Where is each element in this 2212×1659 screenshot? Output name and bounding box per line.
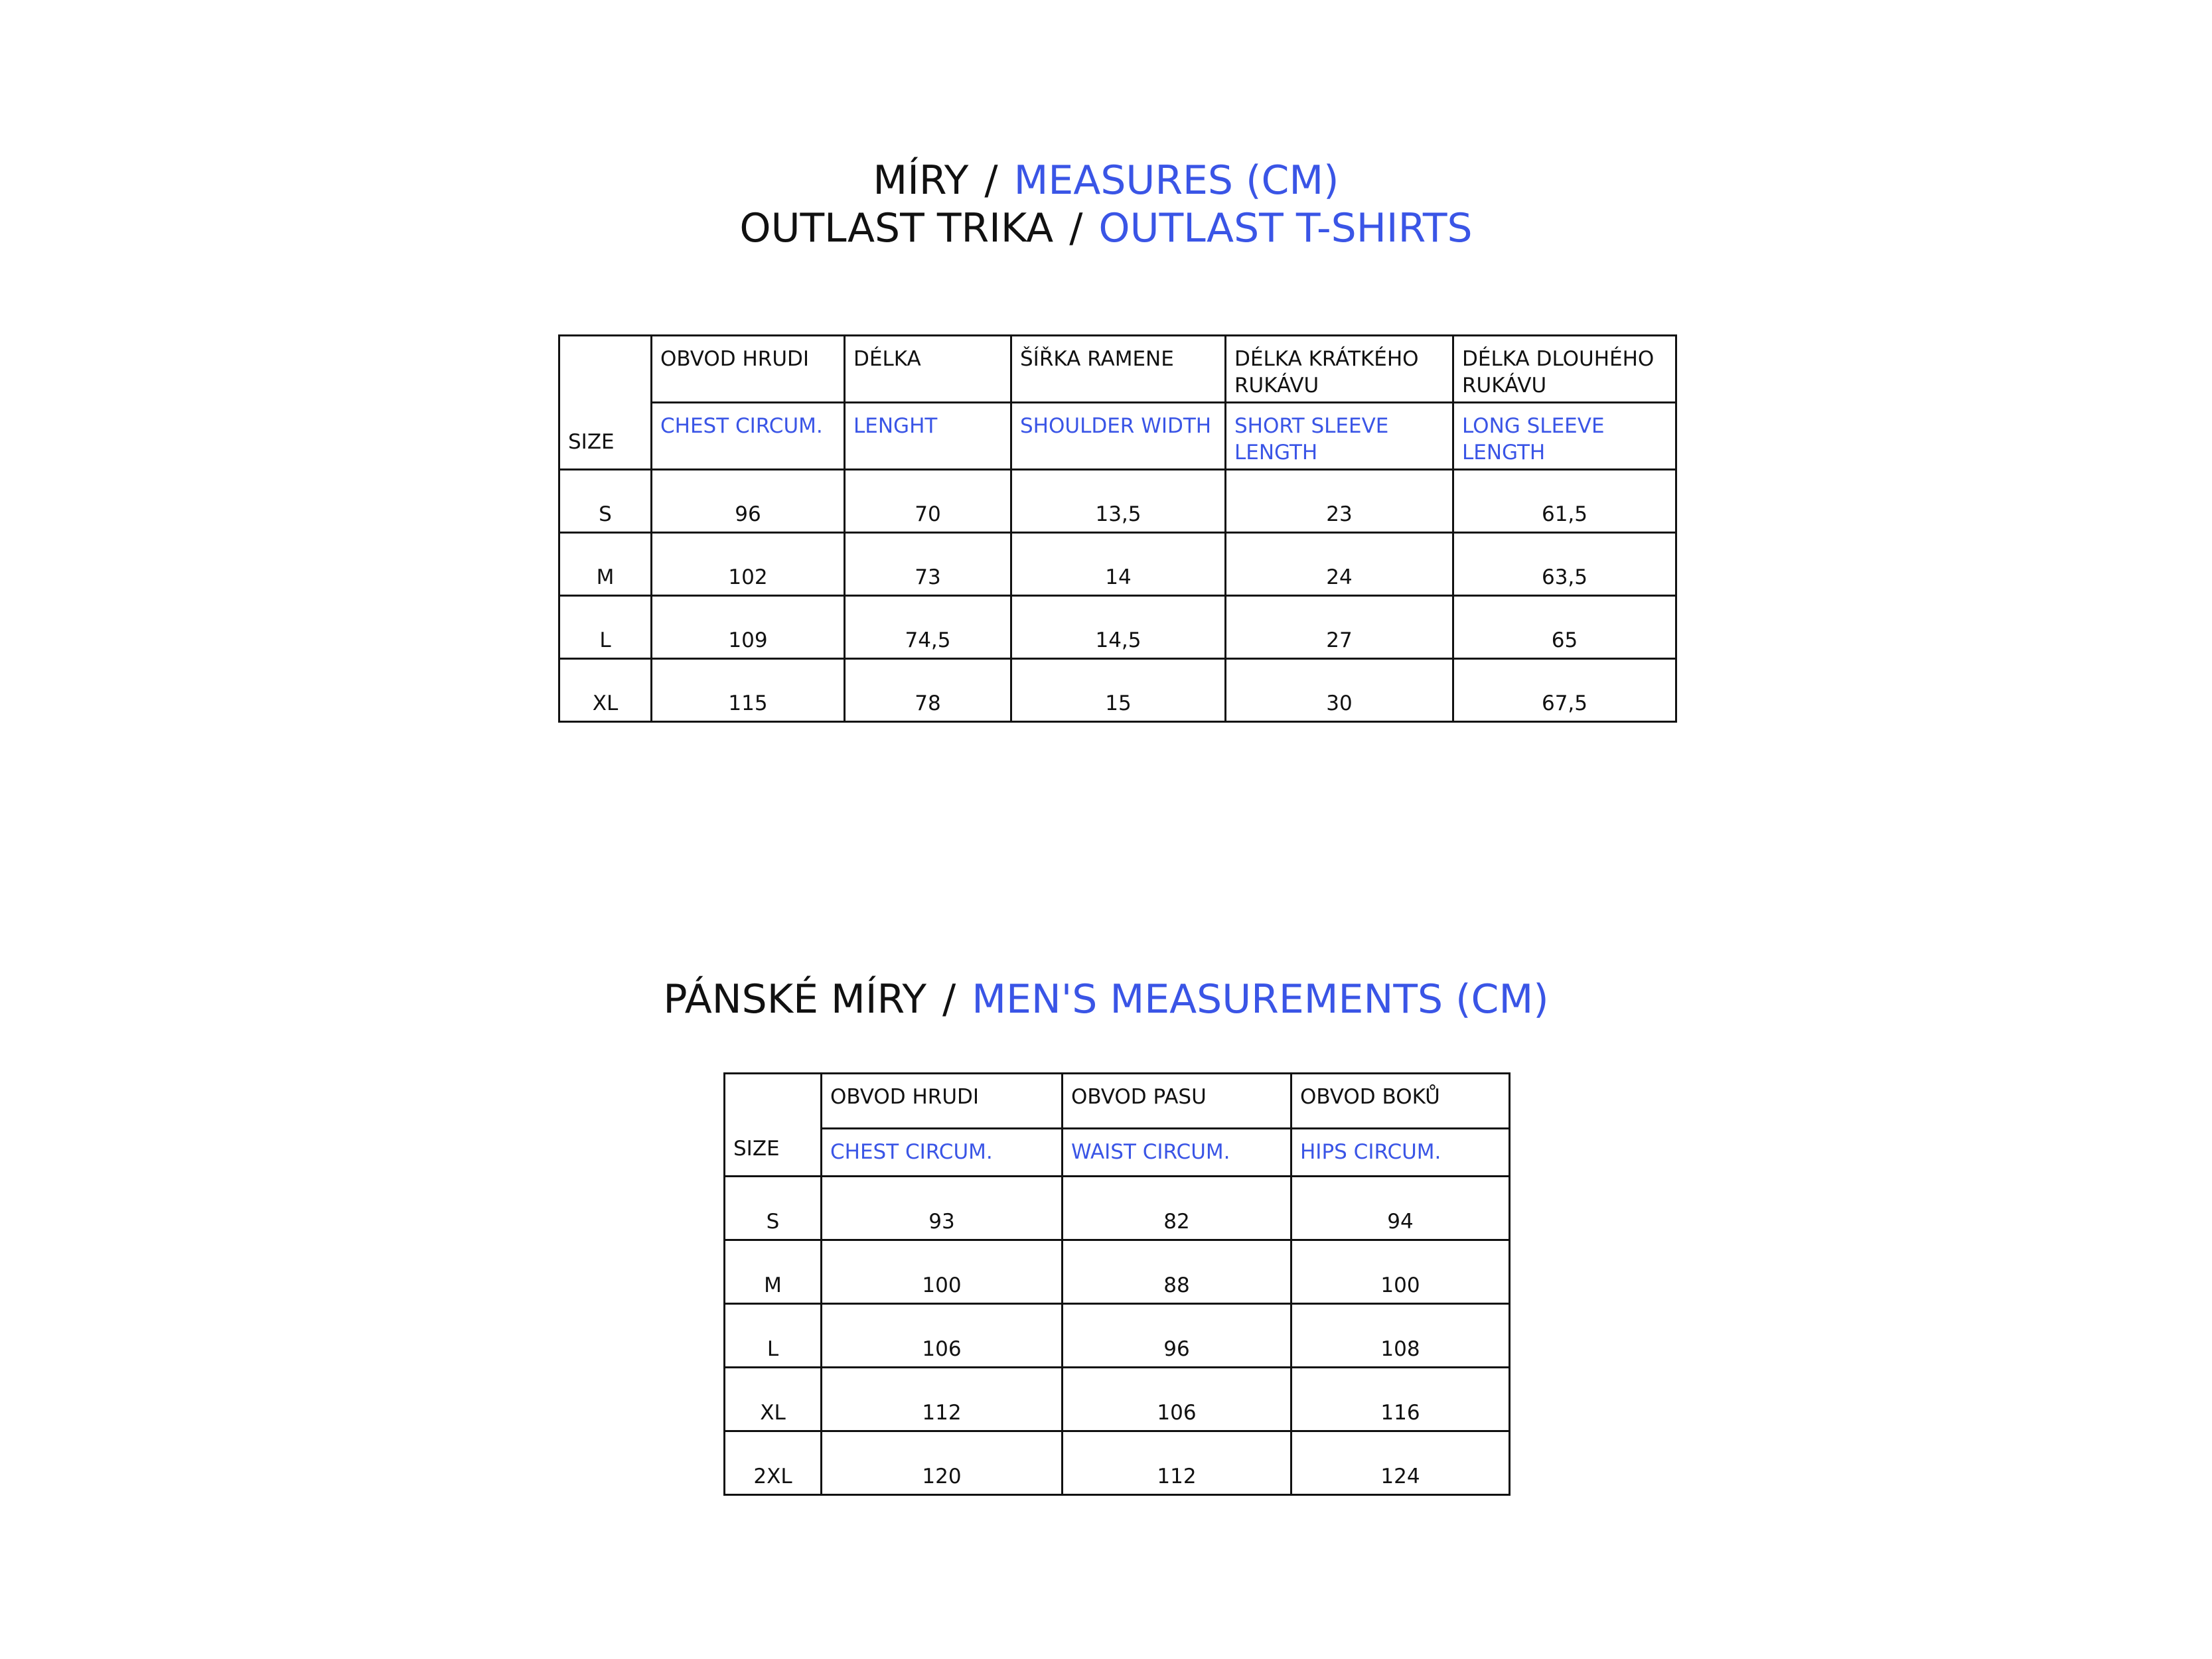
column-header-en: HIPS CIRCUM. bbox=[1291, 1129, 1510, 1177]
size-column-header: SIZE bbox=[725, 1074, 822, 1177]
section2-title bbox=[0, 975, 2212, 1023]
table-cell: 96 bbox=[652, 470, 845, 533]
table-cell: 115 bbox=[652, 659, 845, 722]
section2-title-en: MEN'S MEASUREMENTS (CM) bbox=[972, 976, 1549, 1023]
mens-size-table bbox=[723, 1072, 1511, 1496]
size-label: 2XL bbox=[725, 1431, 822, 1495]
column-header-cz: DÉLKA KRÁTKÉHO RUKÁVU bbox=[1226, 336, 1453, 403]
table-cell: 124 bbox=[1291, 1431, 1510, 1495]
table-cell: 112 bbox=[1063, 1431, 1291, 1495]
table-cell: 14,5 bbox=[1011, 596, 1226, 659]
section1-title-line1 bbox=[0, 157, 2212, 204]
column-header-cz: DÉLKA DLOUHÉHO RUKÁVU bbox=[1453, 336, 1676, 403]
table-row bbox=[559, 659, 1676, 722]
table-header-row-cz bbox=[725, 1074, 1510, 1129]
table-row bbox=[559, 596, 1676, 659]
column-header-cz: OBVOD HRUDI bbox=[822, 1074, 1063, 1129]
column-header-en: WAIST CIRCUM. bbox=[1063, 1129, 1291, 1177]
table-cell: 96 bbox=[1063, 1304, 1291, 1368]
table-cell: 120 bbox=[822, 1431, 1063, 1495]
section1-title-line1-en: MEASURES (CM) bbox=[1013, 157, 1339, 204]
section1-title-line2-cz: OUTLAST TRIKA bbox=[739, 205, 1054, 252]
table-row bbox=[725, 1368, 1510, 1431]
section1-title-line2 bbox=[0, 204, 2212, 252]
table-cell: 94 bbox=[1291, 1177, 1510, 1240]
section1-title-line1-cz: MÍRY bbox=[873, 157, 969, 204]
table-cell: 108 bbox=[1291, 1304, 1510, 1368]
column-header-cz: DÉLKA bbox=[845, 336, 1011, 403]
table-row bbox=[559, 470, 1676, 533]
size-label: S bbox=[559, 470, 652, 533]
table-cell: 78 bbox=[845, 659, 1011, 722]
column-header-en: CHEST CIRCUM. bbox=[652, 403, 845, 470]
table-header-row-en bbox=[725, 1129, 1510, 1177]
column-header-cz: OBVOD HRUDI bbox=[652, 336, 845, 403]
size-label: M bbox=[725, 1240, 822, 1304]
table-cell: 63,5 bbox=[1453, 533, 1676, 596]
column-header-en: CHEST CIRCUM. bbox=[822, 1129, 1063, 1177]
size-label: L bbox=[725, 1304, 822, 1368]
size-label: M bbox=[559, 533, 652, 596]
column-header-cz: ŠÍŘKA RAMENE bbox=[1011, 336, 1226, 403]
table-cell: 67,5 bbox=[1453, 659, 1676, 722]
table-cell: 106 bbox=[822, 1304, 1063, 1368]
table-cell: 15 bbox=[1011, 659, 1226, 722]
section1-title-line2-en: OUTLAST T-SHIRTS bbox=[1098, 205, 1473, 252]
table-cell: 88 bbox=[1063, 1240, 1291, 1304]
table-cell: 100 bbox=[1291, 1240, 1510, 1304]
table-cell: 106 bbox=[1063, 1368, 1291, 1431]
table-cell: 73 bbox=[845, 533, 1011, 596]
table-cell: 27 bbox=[1226, 596, 1453, 659]
column-header-en: SHOULDER WIDTH bbox=[1011, 403, 1226, 470]
table-cell: 102 bbox=[652, 533, 845, 596]
table-cell: 93 bbox=[822, 1177, 1063, 1240]
table-header-row-en bbox=[559, 403, 1676, 470]
column-header-en: LENGHT bbox=[845, 403, 1011, 470]
section2-title-cz: PÁNSKÉ MÍRY bbox=[663, 976, 927, 1023]
table-header-row-cz bbox=[559, 336, 1676, 403]
table-cell: 112 bbox=[822, 1368, 1063, 1431]
table-cell: 23 bbox=[1226, 470, 1453, 533]
table-cell: 70 bbox=[845, 470, 1011, 533]
size-label: S bbox=[725, 1177, 822, 1240]
table-cell: 100 bbox=[822, 1240, 1063, 1304]
table-cell: 30 bbox=[1226, 659, 1453, 722]
column-header-en: LONG SLEEVE LENGTH bbox=[1453, 403, 1676, 470]
size-column-header: SIZE bbox=[559, 336, 652, 470]
table-cell: 13,5 bbox=[1011, 470, 1226, 533]
tshirt-size-table bbox=[558, 334, 1677, 723]
table-cell: 65 bbox=[1453, 596, 1676, 659]
title-separator: / bbox=[1069, 205, 1083, 252]
title-separator: / bbox=[942, 976, 956, 1023]
column-header-cz: OBVOD PASU bbox=[1063, 1074, 1291, 1129]
title-separator: / bbox=[984, 157, 998, 204]
size-label: XL bbox=[725, 1368, 822, 1431]
table-cell: 24 bbox=[1226, 533, 1453, 596]
table-cell: 116 bbox=[1291, 1368, 1510, 1431]
column-header-cz: OBVOD BOKŮ bbox=[1291, 1074, 1510, 1129]
table-cell: 74,5 bbox=[845, 596, 1011, 659]
size-label: XL bbox=[559, 659, 652, 722]
table-cell: 61,5 bbox=[1453, 470, 1676, 533]
table-cell: 82 bbox=[1063, 1177, 1291, 1240]
table-row bbox=[725, 1240, 1510, 1304]
table-cell: 14 bbox=[1011, 533, 1226, 596]
table-row bbox=[725, 1177, 1510, 1240]
table-cell: 109 bbox=[652, 596, 845, 659]
size-label: L bbox=[559, 596, 652, 659]
table-row bbox=[559, 533, 1676, 596]
table-row bbox=[725, 1304, 1510, 1368]
column-header-en: SHORT SLEEVE LENGTH bbox=[1226, 403, 1453, 470]
table-row bbox=[725, 1431, 1510, 1495]
